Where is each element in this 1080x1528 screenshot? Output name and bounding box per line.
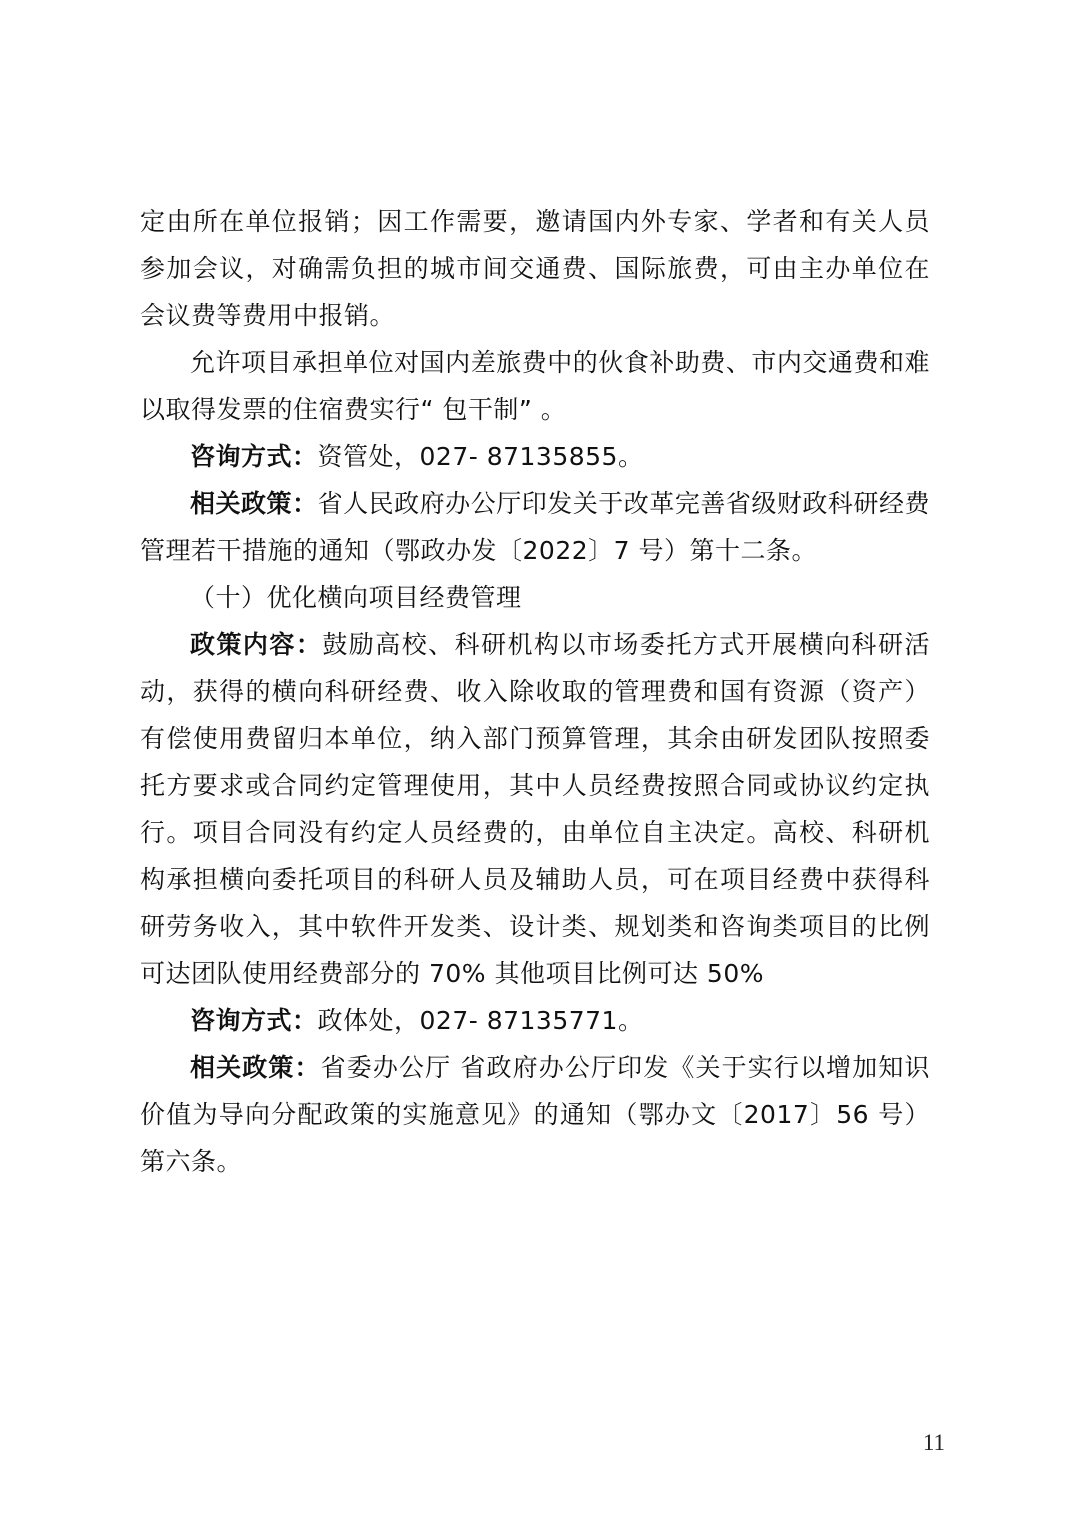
related-policy-label: 相关政策： [190, 1053, 321, 1082]
consultation-text: 资管处，027- 87135855。 [317, 442, 644, 471]
paragraph-policy-content [140, 621, 930, 997]
policy-content-label: 政策内容： [190, 630, 323, 659]
paragraph-text: 允许项目承担单位对国内差旅费中的伙食补助费、市内交通费和难以取得发票的住宿费实行“ 包干制” 。 [140, 348, 930, 424]
paragraph-consultation-assets [140, 433, 930, 480]
related-policy-label: 相关政策： [190, 489, 318, 518]
paragraph-text: 定由所在单位报销；因工作需要，邀请国内外专家、学者和有关人员参加会议，对确需负担的城市间交通费、国际旅费，可由主办单位在会议费等费用中报销。 [140, 207, 930, 330]
paragraph-reimbursement-continuation [140, 198, 930, 339]
consultation-text: 政体处，027- 87135771。 [317, 1006, 644, 1035]
section-heading [140, 574, 930, 621]
consultation-label: 咨询方式： [190, 1006, 318, 1035]
paragraph-related-policy-1 [140, 480, 930, 574]
consultation-label: 咨询方式： [190, 442, 318, 471]
section-heading-text: （十）优化横向项目经费管理 [190, 583, 522, 612]
document-body [140, 198, 930, 1185]
related-policy-text: 省人民政府办公厅印发关于改革完善省级财政科研经费管理若干措施的通知（鄂政办发〔2022〕7 号）第十二条。 [140, 489, 930, 565]
paragraph-lump-sum-system [140, 339, 930, 433]
paragraph-consultation-policy [140, 997, 930, 1044]
paragraph-related-policy-2 [140, 1044, 930, 1185]
page-number: 11 [922, 1430, 945, 1455]
related-policy-text: 省委办公厅 省政府办公厅印发《关于实行以增加知识价值为导向分配政策的实施意见》的通知（鄂办文〔2017〕56 号）第六条。 [140, 1053, 930, 1176]
policy-content-text: 鼓励高校、科研机构以市场委托方式开展横向科研活动，获得的横向科研经费、收入除收取的管理费和国有资源（资产）有偿使用费留归本单位，纳入部门预算管理，其余由研发团队按照委托方要求或合同约定管理使用，其中人员经费按照合同或协议约定执行。项目合同没有约定人员经费的，由单位自主决定。高校、科研机构承担横向委托项目的科研人员及辅助人员，可在项目经费中获得科研劳务收入，其中软件开发类、设计类、规划类和咨询类项目的比例可达团队使用经费部分的 70% 其他项目比例可达 50% [140, 630, 930, 988]
